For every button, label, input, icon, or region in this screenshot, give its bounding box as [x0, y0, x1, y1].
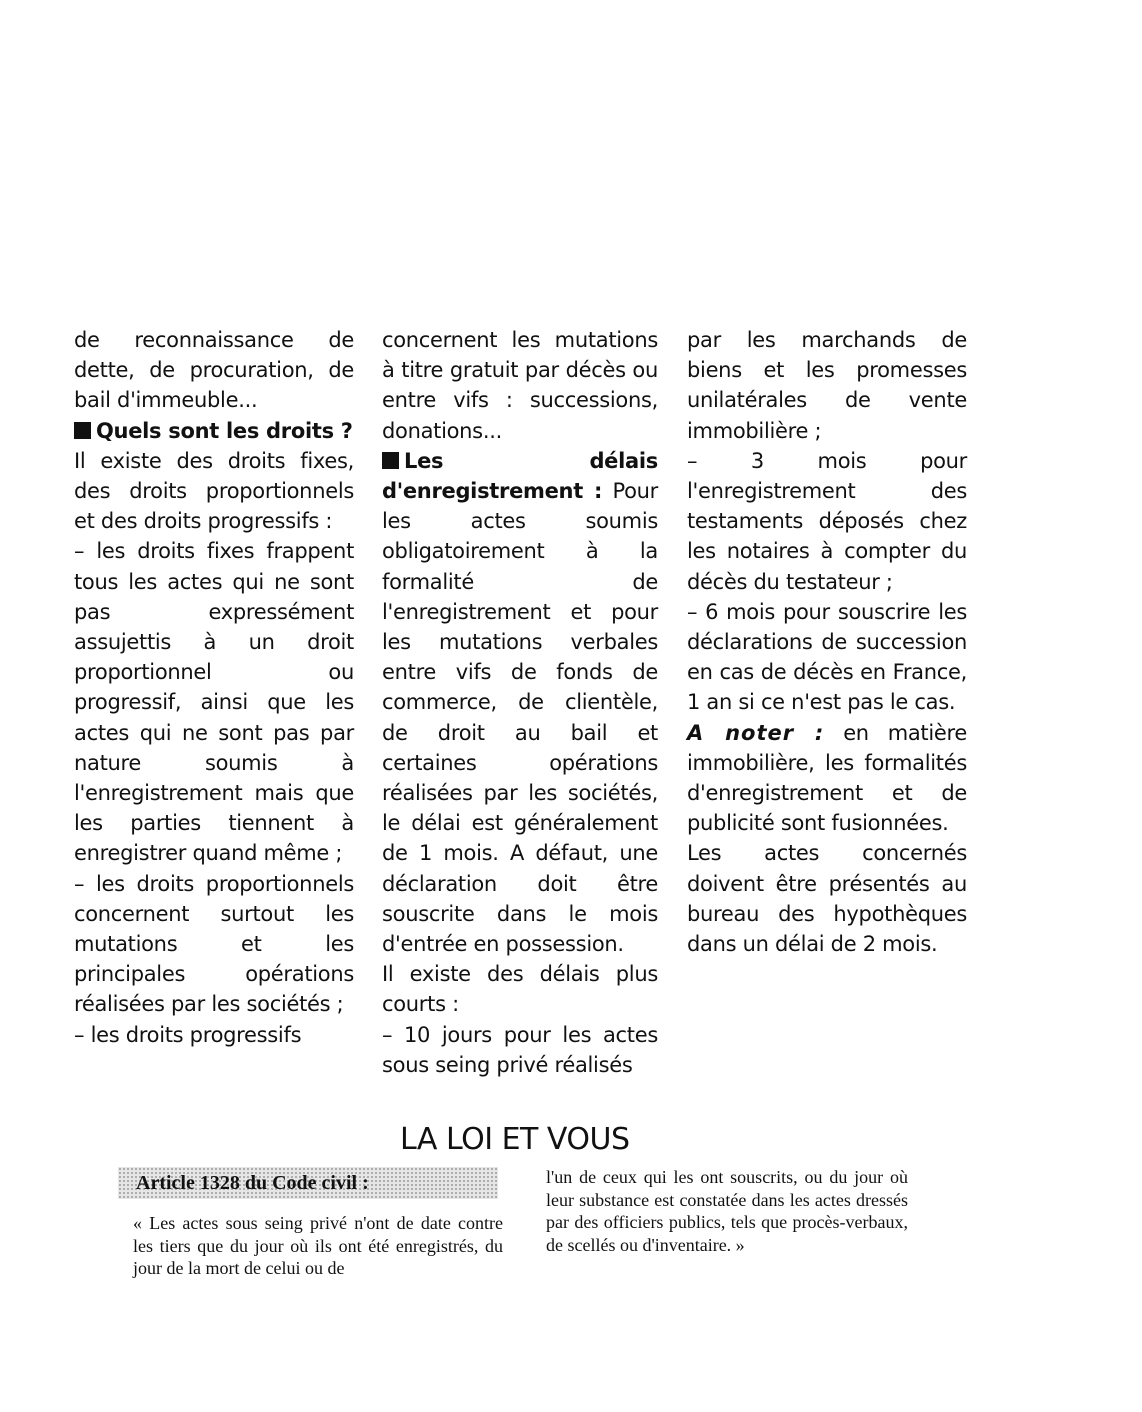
section-heading: [74, 416, 354, 446]
note-paragraph: [687, 718, 967, 839]
text-column-1: [74, 325, 354, 1050]
paragraph: Il existe des délais plus courts :: [382, 962, 658, 1017]
article-quote-left: [133, 1212, 503, 1280]
paragraph: Les actes concernés doivent être présentés au bureau des hypothèques dans un délai de 2 mois.: [687, 841, 967, 957]
paragraph: Il existe des droits fixes, des droits proportionnels et des droits progressifs :: [74, 448, 354, 534]
section-title: LA LOI ET VOUS: [400, 1122, 630, 1157]
note-text: en matière immobilière, les formalités d'enregistrement et de publicité sont fusionnées.: [687, 720, 967, 836]
square-bullet-icon: [382, 452, 399, 469]
section-paragraph: [382, 446, 658, 959]
paragraph: concernent les mutations à titre gratuit par décès ou entre vifs : successions, donations...: [382, 328, 658, 443]
article-text: l'un de ceux qui les ont souscrits, ou du jour où leur substance est constatée dans les actes dressés par des officiers publics, tels que procès-verbaux, de scellés ou d'inventaire. »: [546, 1167, 908, 1255]
square-bullet-icon: [74, 422, 91, 439]
paragraph: – 3 mois pour l'enregistrement des testaments déposés chez les notaires à compter du décès du testateur ;: [687, 448, 967, 594]
text-column-3: [687, 325, 967, 959]
note-label: A noter :: [687, 720, 825, 745]
paragraph: – 6 mois pour souscrire les déclarations de succession en cas de décès en France, 1 an si ce n'est pas le cas.: [687, 599, 967, 715]
paragraph: de reconnaissance de dette, de procuration, de bail d'immeuble...: [74, 328, 354, 413]
paragraph: par les marchands de biens et les promesses unilatérales de vente immobilière ;: [687, 328, 967, 443]
text-column-2: [382, 325, 658, 1080]
paragraph: – les droits progressifs: [74, 1022, 302, 1047]
paragraph: – 10 jours pour les actes sous seing privé réalisés: [382, 1022, 658, 1077]
heading-quels-sont-les-droits: Quels sont les droits ?: [96, 418, 353, 443]
article-header-label: Article 1328 du Code civil :: [136, 1172, 369, 1194]
article-quote-right: [546, 1166, 908, 1256]
article-text: « Les actes sous seing privé n'ont de date contre les tiers que du jour où ils ont été enregistrés, du jour de la mort de celui ou de: [133, 1213, 503, 1279]
paragraph: Pour les actes soumis obligatoirement à la formalité de l'enregistrement et pour les mutations verbales entre vifs de fonds de commerce, de clientèle, de droit au bail et certaines opérations réalisées par les sociétés, le délai est généralement de 1 mois. A défaut, une déclaration doit être souscrite dans le mois d'entrée en possession.: [382, 479, 658, 957]
article-header-box: [118, 1167, 498, 1199]
paragraph: – les droits fixes frappent tous les actes qui ne sont pas expressément assujettis à un droit proportionnel ou progressif, ainsi que les actes qui ne sont pas par nature soumis à l'enregistrement mais que les parties tiennent à enregistrer quand même ;: [74, 539, 354, 866]
paragraph: – les droits proportionnels concernent surtout les mutations et les principales opérations réalisées par les sociétés ;: [74, 871, 354, 1017]
heading-delais-enregistrement: Les délais d'enregistrement :: [382, 448, 658, 504]
